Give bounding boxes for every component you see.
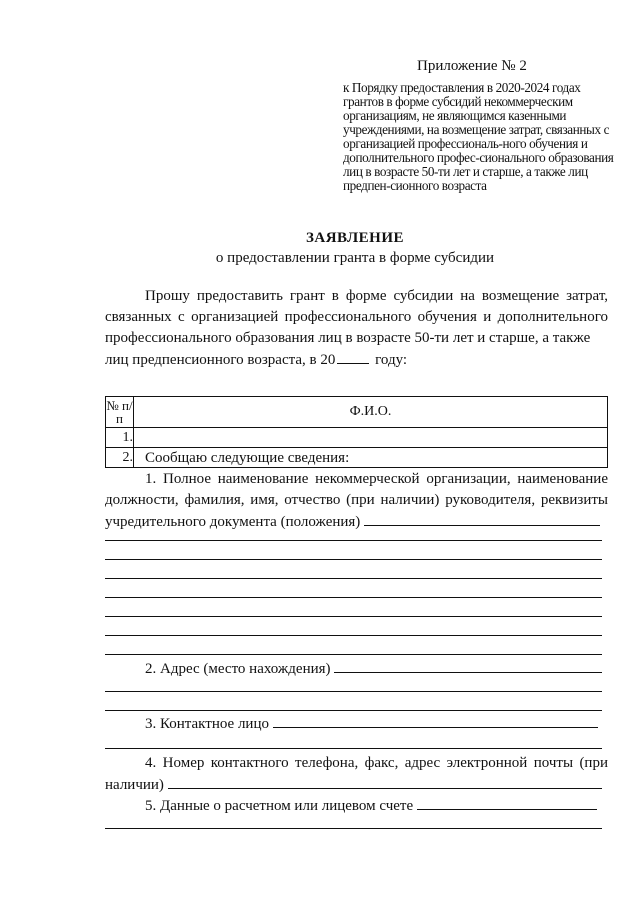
table-row — [106, 428, 608, 448]
blank-line[interactable] — [105, 597, 602, 598]
table-header-row — [106, 397, 608, 428]
year-blank-field[interactable] — [337, 349, 369, 364]
phone-blank-field[interactable] — [168, 774, 602, 789]
annex-block — [343, 58, 618, 193]
item1-line3 — [105, 511, 608, 533]
annex-title: Приложение № 2 — [417, 58, 527, 74]
item2-line — [105, 658, 608, 680]
blank-line[interactable] — [105, 578, 602, 579]
item3-line — [105, 713, 608, 735]
fio-cell[interactable] — [134, 428, 608, 448]
item1-line1: 1. Полное наименование некоммерческой организации, наименование — [145, 471, 608, 487]
item5-text: 5. Данные о расчетном или лицевом счете — [145, 798, 414, 814]
item4-line2-text: наличии) — [105, 777, 164, 793]
blank-line[interactable] — [105, 540, 602, 541]
col-header-num: № п/п — [106, 398, 133, 426]
address-blank-field[interactable] — [334, 658, 602, 673]
intro-paragraph — [105, 286, 608, 371]
blank-line[interactable] — [105, 691, 602, 692]
annex-text: к Порядку предоставления в 2020-2024 годах грантов в форме субсидий некоммерческим организациям, не являющимся казенными учреждениями, на возмещение затрат, связанных с организацией профессиональ-ного обучения и дополнительного профес-сионального образования лиц в возрасте 50-ти лет и старше, а также лиц предпен-сионного возраста — [343, 80, 614, 193]
report-line: Сообщаю следующие сведения: — [145, 450, 350, 466]
intro-last-line — [105, 349, 608, 371]
item2-text: 2. Адрес (место нахождения) — [145, 661, 331, 677]
document-heading: ЗАЯВЛЕНИЕ — [305, 230, 405, 246]
item3-text: 3. Контактное лицо — [145, 716, 269, 732]
item1-blank-field[interactable] — [364, 511, 600, 526]
blank-line[interactable] — [105, 828, 602, 829]
blank-line[interactable] — [105, 654, 602, 655]
row-number: 1. — [106, 428, 134, 448]
item5-line — [105, 795, 608, 817]
item4-line2 — [105, 774, 608, 796]
contact-blank-field[interactable] — [273, 713, 598, 728]
intro-line-start: лиц предпенсионного возраста, в 20 — [105, 352, 336, 368]
intro-line-end: году: — [375, 352, 408, 368]
document-subheading: о предоставлении гранта в форме субсидии — [215, 250, 495, 266]
blank-line[interactable] — [105, 635, 602, 636]
item1-line2: должности, фамилия, имя, отчество (при наличии) руководителя, реквизиты — [105, 492, 608, 508]
blank-line[interactable] — [105, 616, 602, 617]
col-header-fio: Ф.И.О. — [134, 397, 608, 428]
blank-line[interactable] — [105, 559, 602, 560]
blank-line[interactable] — [105, 710, 602, 711]
item1-line3-text: учредительного документа (положения) — [105, 514, 361, 530]
blank-line[interactable] — [105, 748, 602, 749]
intro-text: Прошу предоставить грант в форме субсидии на возмещение затрат, связанных с организацией профессионального обучения и дополнительного профессионального образования лиц в возрасте 50-ти лет и старше, а также — [105, 288, 608, 346]
account-blank-field[interactable] — [417, 795, 597, 810]
row-number: 2. — [106, 448, 134, 468]
item4-line1: 4. Номер контактного телефона, факс, адрес электронной почты (при — [145, 755, 608, 771]
